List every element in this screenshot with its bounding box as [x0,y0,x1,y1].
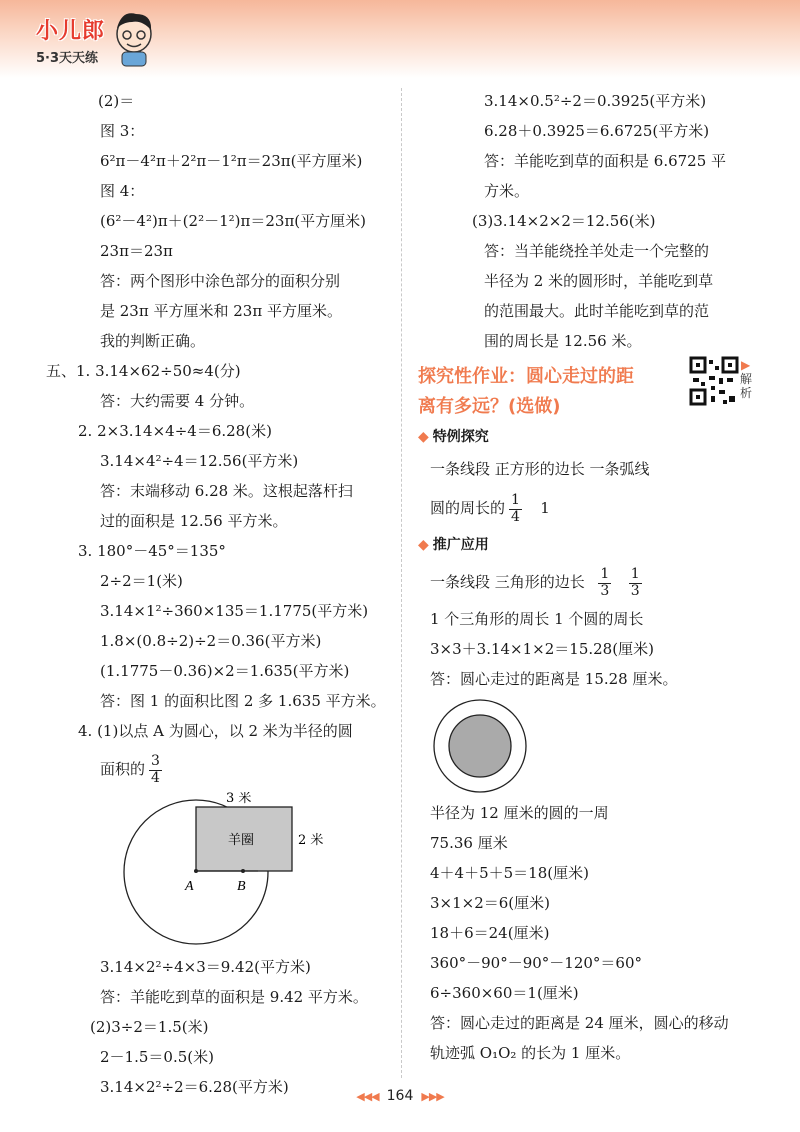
right-line: 的范围最大。此时羊能吃到草的范 [484,302,710,320]
left-c-line: 答：羊能吃到草的面积是 9.42 平方米。 [100,988,368,1006]
right-dimension-label: 2 米 [298,833,324,848]
right-arrows-icon: ▶▶▶ [421,1090,444,1103]
inquiry-title-line1: 探究性作业：圆心走过的距 [418,366,634,387]
right-b-line: 答：圆心走过的距离是 24 厘米，圆心的移动 [430,1014,729,1032]
left-line: (2)＝ [98,92,135,110]
right-line: 答：羊能吃到草的面积是 6.6725 平 [484,152,727,170]
right-b-line: 360°－90°－90°－120°＝60° [430,954,643,972]
left-c-line: 3.14×2²÷2＝6.28(平方米) [100,1078,289,1096]
special-case-line2 [418,486,768,530]
page-number: 164 [386,1088,414,1104]
left-line: 答：两个图形中涂色部分的面积分别 [100,272,341,290]
fraction-numerator: 1 [511,492,520,509]
bullet-icon: ◆ [418,429,429,445]
left-b-line: (1.1775－0.36)×2＝1.635(平方米) [100,662,350,680]
left-column [46,86,391,1102]
left-b-line: 五、1. 3.14×62÷50≈4(分) [46,362,241,380]
subhead-application [418,530,768,560]
left-line: 是 23π 平方厘米和 23π 平方厘米。 [100,302,342,320]
left-b-line: 答：图 1 的面积比图 2 多 1.635 平方米。 [100,692,386,710]
right-line: 围的周长是 12.56 米。 [484,332,642,350]
left-b-line: 过的面积是 12.56 平方米。 [100,512,288,530]
fraction-denominator: 4 [511,508,520,525]
left-line: 23π＝23π [100,242,173,260]
right-b-line: 6÷360×60＝1(厘米) [430,984,579,1002]
left-b-line: 答：末端移动 6.28 米。这根起落杆扫 [100,482,353,500]
left-b-line: 2. 2×3.14×4÷4＝6.28(米) [78,422,272,440]
left-arrows-icon: ◀◀◀ [356,1090,379,1103]
fraction-denominator: 3 [630,582,640,599]
area-fraction-line [46,746,391,792]
fraction-denominator: 3 [600,582,610,599]
fraction-denominator: 4 [151,769,160,786]
fraction-1-3-a [598,567,611,599]
application-line3: 3×3＋3.14×1×2＝15.28(厘米) [430,640,654,658]
brand-name: 小儿郎 [36,19,106,44]
left-b-line: 1.8×(0.8÷2)÷2＝0.36(平方米) [100,632,322,650]
left-b-line: 4. (1)以点 A 为圆心，以 2 米为半径的圆 [78,722,353,740]
fraction-numerator: 3 [151,753,160,770]
point-a [194,869,198,873]
right-b-line: 半径为 12 厘米的圆的一周 [430,804,609,822]
right-line: 答：当羊能绕拴羊处走一个完整的 [484,242,710,260]
right-b-line: 4＋4＋5＋5＝18(厘米) [430,864,589,882]
fraction-3-4 [149,754,162,786]
right-b-line: 轨迹弧 O₁O₂ 的长为 1 厘米。 [430,1044,631,1062]
left-b-line: 3.14×1²÷360×135＝1.1775(平方米) [100,602,369,620]
right-b-line: 75.36 厘米 [430,834,508,852]
right-line: 6.28＋0.3925＝6.6725(平方米) [484,122,710,140]
page-footer [0,1088,800,1104]
column-divider [401,88,402,1078]
left-line: (6²－4²)π＋(2²－1²)π＝23π(平方厘米) [100,212,367,230]
mascot-icon [112,8,156,70]
fraction-numerator: 1 [600,566,610,583]
inquiry-title-line2: 离有多远？(选做) [418,396,561,417]
left-c-line: 2－1.5＝0.5(米) [100,1048,214,1066]
point-b [241,869,245,873]
application-line2: 1 个三角形的周长 1 个圆的周长 [430,610,644,628]
left-line: 图 3： [100,122,145,140]
subhead-special-case [418,422,768,452]
qr-label: 解析 [740,372,753,400]
pen-label: 羊圈 [228,833,255,848]
area-label: 面积的 [100,760,146,778]
brand-logo [36,14,105,66]
right-b-line: 3×1×2＝6(厘米) [430,894,551,912]
application-line1 [418,560,768,604]
concentric-circles-diagram [424,694,544,798]
application-line4: 答：圆心走过的距离是 15.28 厘米。 [430,670,678,688]
special-case-line1: 一条线段 正方形的边长 一条弧线 [430,460,650,478]
right-b-line: 18＋6＝24(厘米) [430,924,550,942]
fraction-1-4 [509,493,522,525]
left-line: 我的判断正确。 [100,332,206,350]
right-line: (3)3.14×2×2＝12.56(米) [472,212,656,230]
bullet-icon: ◆ [418,537,429,553]
subhead-special-case-label: 特例探究 [432,429,489,445]
circle-perimeter-label: 圆的周长的 [430,499,506,517]
left-b-line: 3. 180°－45°＝135° [78,542,226,560]
left-c-line: (2)3÷2＝1.5(米) [90,1018,209,1036]
left-line: 图 4： [100,182,145,200]
right-line: 3.14×0.5²÷2＝0.3925(平方米) [484,92,707,110]
left-b-line: 3.14×4²÷4＝12.56(平方米) [100,452,299,470]
sheep-pen-diagram [46,792,391,952]
right-line: 半径为 2 米的圆形时，羊能吃到草 [484,272,714,290]
right-column [418,86,768,1068]
fraction-numerator: 1 [630,566,640,583]
a-label: A [185,879,194,894]
b-label: B [237,879,246,894]
left-b-line: 答：大约需要 4 分钟。 [100,392,255,410]
fraction-1-3-b [629,567,642,599]
series-name: 5·3天天练 [36,51,99,66]
subhead-application-label: 推广应用 [432,537,489,553]
right-line: 方米。 [484,182,530,200]
application-text: 一条线段 三角形的边长 [430,573,585,591]
qr-code-icon[interactable] [689,356,739,406]
left-c-line: 3.14×2²÷4×3＝9.42(平方米) [100,958,311,976]
top-dimension-label: 3 米 [226,792,252,806]
play-icon: ▶ [741,358,751,372]
left-b-line: 2÷2＝1(米) [100,572,183,590]
left-line: 6²π－4²π＋2²π－1²π＝23π(平方厘米) [100,152,363,170]
value-one: 1 [540,499,550,517]
